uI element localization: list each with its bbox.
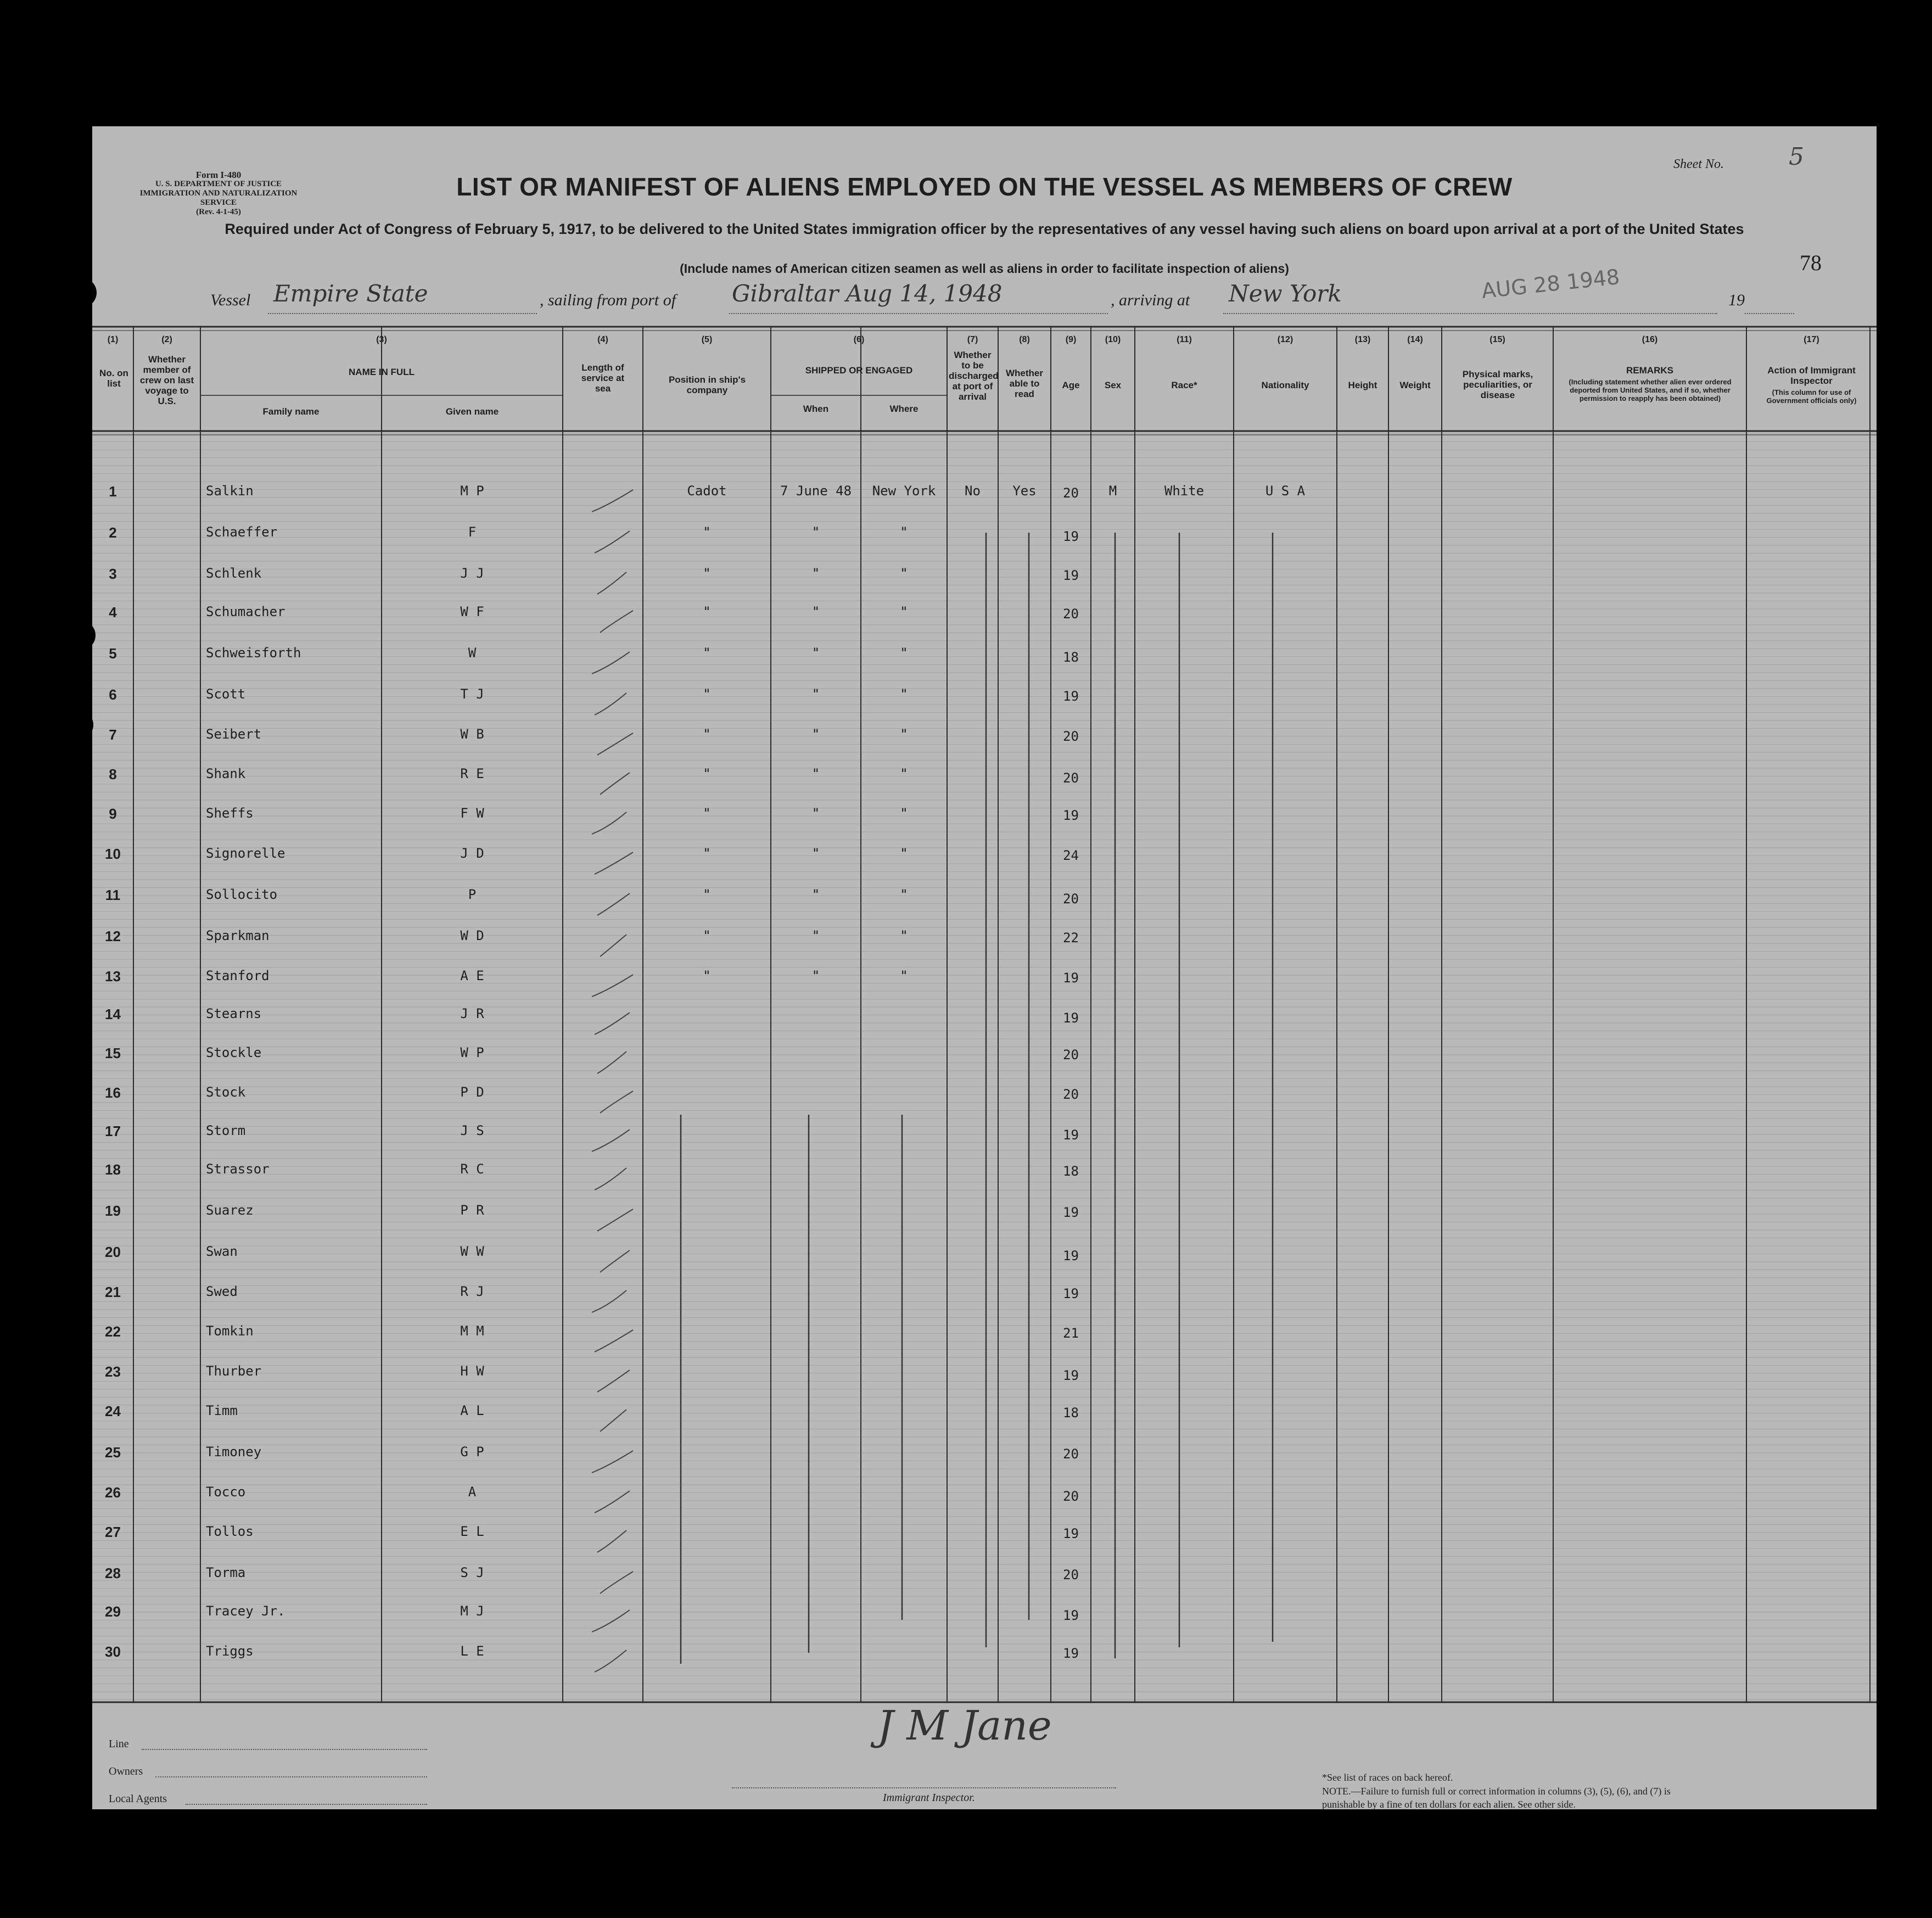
family-name: Stanford [206, 968, 270, 983]
punch-hole [63, 1536, 92, 1565]
footer-owners-label: Owners [109, 1765, 143, 1777]
row-number: 25 [105, 1444, 121, 1461]
table-row [92, 1284, 1877, 1306]
punch-hole [66, 620, 96, 650]
row-number: 10 [105, 846, 121, 862]
family-name: Tocco [206, 1484, 246, 1500]
given-name: W F [460, 604, 484, 619]
age: 20 [1063, 1567, 1079, 1583]
given-name: P [468, 887, 477, 902]
col17-num: (17) [1804, 335, 1819, 344]
age: 19 [1063, 529, 1079, 544]
age: 19 [1063, 970, 1079, 986]
year-label: 19 [1728, 291, 1745, 309]
row-number: 21 [105, 1284, 121, 1300]
when-ditto: " [811, 806, 820, 821]
form-number: Form I-480 [195, 170, 242, 180]
where-ditto: " [900, 846, 908, 861]
col13-num: (13) [1354, 335, 1371, 344]
given-name: M P [460, 483, 484, 499]
when-ditto: " [811, 968, 820, 983]
row-number: 26 [105, 1484, 121, 1501]
nationality: U S A [1265, 483, 1306, 499]
family-name: Stockle [206, 1045, 262, 1060]
col6-header: SHIPPED OR ENGAGED [805, 365, 913, 376]
sheet-no-value: 5 [1789, 143, 1804, 171]
age: 19 [1063, 1286, 1079, 1301]
when-ditto: " [811, 846, 820, 861]
where-ditto: " [900, 726, 908, 742]
row-number: 3 [109, 566, 117, 582]
family-name: Shank [206, 766, 246, 781]
sex: M [1108, 483, 1117, 499]
position-ditto: " [703, 566, 711, 581]
punch-hole [63, 1279, 92, 1309]
punch-hole [67, 278, 97, 307]
row-number: 16 [105, 1084, 121, 1101]
col14-header: Weight [1399, 380, 1431, 390]
col12-header: Nationality [1261, 380, 1309, 390]
where-ditto: " [900, 887, 908, 902]
table-row [92, 766, 1877, 788]
position-ditto: " [703, 645, 711, 661]
discharged: No [965, 483, 981, 499]
col16-subheader: (Including statement whether alien ever ordered deported from United States, and if so, whether permission to reapply has been obtained) [1569, 378, 1732, 402]
col5-header: Position in ship's company [668, 374, 746, 395]
arriving-port: New York [1229, 280, 1342, 307]
given-name: J D [460, 846, 484, 861]
when-ditto: " [811, 887, 820, 902]
table-row [92, 1123, 1877, 1145]
family-name: Seibert [206, 726, 262, 742]
col5-num: (5) [701, 335, 713, 344]
col2-header: Whether member of crew on last voyage to U.S. [139, 354, 194, 406]
table-row [92, 1565, 1877, 1587]
vessel-label: Vessel [210, 291, 251, 309]
table-row [92, 1484, 1877, 1506]
col1-header: No. on list [99, 368, 128, 389]
col17-subheader: (This column for use of Government officials only) [1766, 388, 1857, 405]
col15-num: (15) [1489, 335, 1505, 344]
table-row [92, 928, 1877, 950]
position-ditto: " [703, 726, 711, 742]
col2-num: (2) [161, 335, 172, 344]
family-name: Swed [206, 1284, 238, 1299]
family-name: Tomkin [206, 1323, 254, 1339]
given-name: F W [460, 806, 484, 821]
line-dotted [142, 1749, 427, 1750]
row-number: 12 [105, 928, 121, 944]
given-name: T J [460, 686, 484, 702]
row-number: 15 [105, 1045, 121, 1061]
family-name: Strassor [206, 1161, 270, 1177]
when-ditto: " [811, 766, 820, 781]
col13-header: Height [1348, 380, 1377, 390]
age: 20 [1063, 891, 1079, 907]
position: Cadot [687, 483, 727, 499]
table-row [92, 887, 1877, 909]
age: 19 [1063, 689, 1079, 704]
col9-header: Age [1062, 380, 1080, 390]
table-row [92, 524, 1877, 546]
punch-hole [64, 710, 93, 740]
given-name: M M [460, 1323, 484, 1339]
table-row [92, 1323, 1877, 1345]
age: 19 [1063, 1127, 1079, 1143]
col6-num: (6) [853, 335, 865, 344]
table-row [92, 1524, 1877, 1546]
family-name-header: Family name [262, 406, 320, 417]
footer-agents-label: Local Agents [109, 1793, 167, 1805]
row-number: 6 [109, 686, 117, 703]
sailing-port: Gibraltar Aug 14, 1948 [732, 280, 1003, 307]
table-row [92, 686, 1877, 708]
given-name: R J [460, 1284, 484, 1299]
page-title: LIST OR MANIFEST OF ALIENS EMPLOYED ON THE VESSEL AS MEMBERS OF CREW [456, 172, 1513, 201]
col3-header: NAME IN FULL [349, 367, 415, 377]
row-number: 14 [105, 1006, 121, 1022]
when-ditto: " [811, 928, 820, 943]
row-number: 24 [105, 1403, 121, 1419]
age: 22 [1063, 930, 1079, 946]
col11-num: (11) [1177, 335, 1192, 344]
manifest-sheet [92, 126, 1877, 1809]
races-note: *See list of races on back hereof. [1322, 1772, 1453, 1783]
age: 20 [1063, 770, 1079, 786]
table-row [92, 1244, 1877, 1266]
footer-line-label: Line [109, 1738, 129, 1750]
include-note: (Include names of American citizen seamen as well as aliens in order to facilitate inspection of aliens) [680, 261, 1289, 276]
family-name: Triggs [206, 1643, 254, 1659]
table-row [92, 1006, 1877, 1028]
col16-num: (16) [1642, 335, 1658, 344]
agents-dotted [186, 1804, 427, 1805]
col8-header: Whether able to read [1006, 368, 1043, 399]
col11-header: Race* [1171, 380, 1197, 390]
table-row [92, 806, 1877, 827]
given-name: W W [460, 1244, 484, 1259]
col4-header: Length of service at sea [581, 362, 625, 394]
form-dept: U. S. DEPARTMENT OF JUSTICE [155, 180, 282, 188]
col8-num: (8) [1019, 335, 1030, 344]
age: 20 [1063, 485, 1079, 501]
age: 19 [1063, 1010, 1079, 1026]
age: 20 [1063, 1446, 1079, 1462]
family-name: Stock [206, 1084, 246, 1100]
when-ditto: " [811, 604, 820, 619]
form-rev: (Rev. 4-1-45) [196, 208, 241, 216]
col9-num: (9) [1065, 335, 1077, 344]
inspector-dotted [732, 1787, 1116, 1788]
given-name: P R [460, 1203, 484, 1218]
given-name: W P [460, 1045, 484, 1060]
row-number: 7 [109, 726, 117, 743]
given-name: R E [460, 766, 484, 781]
family-name: Timoney [206, 1444, 262, 1460]
position-ditto: " [703, 806, 711, 821]
given-name: J S [460, 1123, 484, 1138]
when-ditto: " [811, 686, 820, 702]
arriving-label: , arriving at [1111, 291, 1190, 309]
family-name: Thurber [206, 1363, 262, 1379]
punch-hole [63, 1193, 92, 1222]
table-row [92, 604, 1877, 626]
where-ditto: " [900, 766, 908, 781]
given-name: A E [460, 968, 484, 983]
row-number: 27 [105, 1524, 121, 1540]
position-ditto: " [703, 604, 711, 619]
given-name: S J [460, 1565, 484, 1580]
given-name: R C [460, 1161, 484, 1177]
age: 18 [1063, 1405, 1079, 1421]
given-name-header: Given name [445, 406, 499, 417]
age: 20 [1063, 1489, 1079, 1504]
table-row [92, 1084, 1877, 1106]
table-row [92, 968, 1877, 990]
race: White [1164, 483, 1205, 499]
table-row [92, 566, 1877, 588]
position-ditto: " [703, 524, 711, 540]
row-number: 28 [105, 1565, 121, 1581]
given-name: M J [460, 1603, 484, 1619]
age: 20 [1063, 729, 1079, 744]
table-row [92, 1161, 1877, 1183]
where-ditto: " [900, 524, 908, 540]
row-number: 20 [105, 1244, 121, 1260]
col3-num: (3) [376, 335, 387, 344]
table-row [92, 1643, 1877, 1665]
family-name: Torma [206, 1565, 246, 1580]
given-name: H W [460, 1363, 484, 1379]
family-name: Tollos [206, 1524, 254, 1539]
table-row [92, 1403, 1877, 1425]
given-name: W [468, 645, 477, 661]
given-name: G P [460, 1444, 484, 1460]
date-stamp: AUG 28 1948 [1480, 264, 1621, 304]
col4-num: (4) [597, 335, 608, 344]
age: 19 [1063, 1646, 1079, 1661]
inspector-signature: J M Jane [877, 1702, 1052, 1749]
family-name: Schweisforth [206, 645, 301, 661]
when-ditto: " [811, 726, 820, 742]
row-number: 17 [105, 1123, 121, 1139]
age: 19 [1063, 1368, 1079, 1383]
table-row [92, 1363, 1877, 1385]
position-ditto: " [703, 846, 711, 861]
row-number: 29 [105, 1603, 121, 1620]
family-name: Scott [206, 686, 246, 702]
row-number: 23 [105, 1363, 121, 1380]
table-row [92, 726, 1877, 748]
col14-num: (14) [1407, 335, 1423, 344]
given-name: A L [460, 1403, 484, 1418]
age: 24 [1063, 848, 1079, 863]
family-name: Salkin [206, 483, 254, 499]
family-name: Sollocito [206, 887, 278, 902]
when-header: When [803, 404, 829, 414]
family-name: Signorelle [206, 846, 285, 861]
family-name: Schaeffer [206, 524, 278, 540]
table-row [92, 846, 1877, 868]
col16-header: REMARKS [1626, 365, 1673, 376]
given-name: F [468, 524, 477, 540]
age: 19 [1063, 1248, 1079, 1263]
age: 19 [1063, 1526, 1079, 1541]
table-row [92, 1603, 1877, 1625]
family-name: Schumacher [206, 604, 285, 619]
row-number: 13 [105, 968, 121, 985]
position-ditto: " [703, 928, 711, 943]
family-name: Timm [206, 1403, 238, 1418]
row-number: 4 [109, 604, 117, 620]
position-ditto: " [703, 968, 711, 983]
page-subtitle: Required under Act of Congress of February 5, 1917, to be delivered to the United States immigration officer by the representatives of any vessel having such aliens on board upon arrival at a port of the United States [225, 221, 1744, 237]
col7-header: Whether to be discharged at port of arrival [949, 350, 999, 402]
family-name: Storm [206, 1123, 246, 1138]
age: 21 [1063, 1326, 1079, 1341]
col1-num: (1) [107, 335, 119, 344]
table-row [92, 483, 1877, 505]
given-name: E L [460, 1524, 484, 1539]
fine-note: NOTE.—Failure to furnish full or correct information in columns (3), (5), (6), and (7) is punishable by a fine of ten dollars for each alien. See other side. [1322, 1786, 1671, 1810]
owners-dotted [155, 1776, 427, 1777]
given-name: W D [460, 928, 484, 943]
row-number: 5 [109, 645, 117, 662]
col17-header: Action of Immigrant Inspector [1767, 365, 1856, 386]
age: 19 [1063, 1608, 1079, 1623]
shipped-when: 7 June 48 [780, 483, 852, 499]
where-ditto: " [900, 968, 908, 983]
given-name: J J [460, 566, 484, 581]
punch-hole [63, 1621, 92, 1651]
vessel-name: Empire State [273, 280, 428, 307]
when-ditto: " [811, 566, 820, 581]
given-name: P D [460, 1084, 484, 1100]
punch-hole [63, 362, 92, 392]
age: 18 [1063, 650, 1079, 665]
given-name: A [468, 1484, 477, 1500]
position-ditto: " [703, 686, 711, 702]
position-ditto: " [703, 887, 711, 902]
row-number: 19 [105, 1203, 121, 1219]
where-ditto: " [900, 566, 908, 581]
where-ditto: " [900, 686, 908, 702]
col10-header: Sex [1104, 380, 1122, 390]
given-name: J R [460, 1006, 484, 1021]
able-to-read: Yes [1012, 483, 1037, 499]
position-ditto: " [703, 766, 711, 781]
given-name: W B [460, 726, 484, 742]
table-row [92, 1444, 1877, 1466]
where-ditto: " [900, 928, 908, 943]
row-number: 1 [109, 483, 117, 500]
row-number: 8 [109, 766, 117, 782]
family-name: Swan [206, 1244, 238, 1259]
row-number: 11 [105, 887, 121, 903]
col12-num: (12) [1277, 335, 1293, 344]
family-name: Sheffs [206, 806, 254, 821]
family-name: Tracey Jr. [206, 1603, 285, 1619]
age: 20 [1063, 1087, 1079, 1102]
age: 19 [1063, 1205, 1079, 1220]
table-row [92, 1203, 1877, 1224]
row-number: 9 [109, 806, 117, 822]
stamp-number: 78 [1800, 250, 1822, 275]
row-number: 2 [109, 524, 117, 541]
sailing-label: , sailing from port of [540, 291, 676, 309]
age: 19 [1063, 568, 1079, 583]
age: 18 [1063, 1164, 1079, 1179]
where-ditto: " [900, 806, 908, 821]
age: 20 [1063, 606, 1079, 622]
row-number: 22 [105, 1323, 121, 1340]
sheet-no-label: Sheet No. [1673, 157, 1724, 171]
family-name: Suarez [206, 1203, 254, 1218]
col15-header: Physical marks, peculiarities, or disease [1462, 369, 1533, 400]
col10-num: (10) [1105, 335, 1121, 344]
form-service: IMMIGRATION AND NATURALIZATION SERVICE [139, 189, 298, 207]
where-ditto: " [900, 604, 908, 619]
family-name: Sparkman [206, 928, 270, 943]
inspector-label: Immigrant Inspector. [883, 1792, 975, 1804]
given-name: L E [460, 1643, 484, 1659]
age: 19 [1063, 808, 1079, 823]
table-row [92, 1045, 1877, 1067]
when-ditto: " [811, 524, 820, 540]
where-ditto: " [900, 645, 908, 661]
when-ditto: " [811, 645, 820, 661]
col7-num: (7) [967, 335, 978, 344]
where-header: Where [889, 404, 919, 414]
family-name: Schlenk [206, 566, 262, 581]
table-row [92, 645, 1877, 667]
row-number: 18 [105, 1161, 121, 1178]
age: 20 [1063, 1047, 1079, 1063]
row-number: 30 [105, 1643, 121, 1660]
shipped-where: New York [872, 483, 936, 499]
family-name: Stearns [206, 1006, 262, 1021]
